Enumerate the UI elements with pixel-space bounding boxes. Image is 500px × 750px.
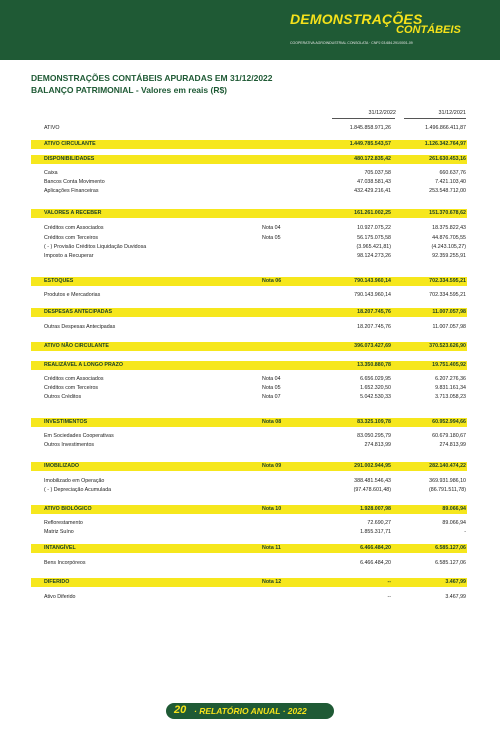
header-subtitle: COOPERATIVA AGROINDUSTRIAL CONSOLATA · CNPJ 03.684.291/0001-09: [290, 41, 413, 45]
row-label: DIFERIDO: [44, 579, 70, 585]
row-value-2022: 72.690,27: [367, 520, 391, 526]
document-title: DEMONSTRAÇÕES CONTÁBEIS APURADAS EM 31/12/2022: [31, 73, 273, 83]
row-label: Outras Despesas Antecipadas: [44, 324, 116, 330]
table-row: [31, 486, 467, 494]
row-note: Nota 08: [262, 419, 282, 425]
row-value-2022: 1.449.785.543,57: [349, 141, 391, 147]
section-row: [31, 277, 467, 286]
row-value-2022: (3.965.421,81): [356, 244, 391, 250]
row-label: Outros Investimentos: [44, 442, 95, 448]
row-note: Nota 11: [262, 545, 281, 551]
row-value-2022: 480.172.835,42: [354, 156, 391, 162]
table-row: [31, 393, 467, 401]
row-value-2022: 396.073.427,69: [354, 343, 391, 349]
row-label: Imobilizado em Operação: [44, 478, 105, 484]
page-footer-badge: [166, 703, 334, 719]
row-value-2021: 44.876.705,55: [432, 235, 466, 241]
row-label: REALIZÁVEL A LONGO PRAZO: [44, 362, 123, 368]
section-row: [31, 209, 467, 218]
row-value-2022: 6.656.029,95: [360, 376, 391, 382]
row-value-2021: 60.679.180,67: [432, 433, 466, 439]
table-row: [31, 477, 467, 485]
row-value-2021: 261.630.453,16: [429, 156, 466, 162]
row-value-2022: 18.207.745,76: [357, 324, 391, 330]
section-row: [31, 155, 467, 164]
table-row: [31, 593, 467, 601]
row-label: ATIVO BIOLÓGICO: [44, 506, 92, 512]
row-value-2021: 92.359.255,91: [432, 253, 466, 259]
row-value-2022: 1.855.317,71: [360, 529, 391, 535]
year-2022-rule: [332, 118, 395, 119]
row-value-2021: 6.585.127,06: [435, 545, 466, 551]
row-label: ( - ) Provisão Créditos Liquidação Duvidosa: [44, 244, 147, 250]
section-row: [31, 140, 467, 149]
year-2022-header: 31/12/2022: [368, 110, 396, 116]
section-row: [31, 462, 467, 471]
table-row: [31, 224, 467, 232]
row-value-2022: (97.478.601,48): [353, 487, 391, 493]
row-value-2022: 291.002.944,95: [354, 463, 391, 469]
year-2021-rule: [404, 118, 466, 119]
row-value-2021: 151.370.678,62: [429, 210, 466, 216]
row-label: DISPONIBILIDADES: [44, 156, 95, 162]
table-row: [31, 169, 467, 177]
row-value-2022: 47.038.581,43: [357, 179, 391, 185]
row-value-2021: 3.713.058,23: [435, 394, 466, 400]
table-row: [31, 384, 467, 392]
section-row: [31, 505, 467, 514]
row-value-2022: 1.928.007,98: [360, 506, 391, 512]
row-value-2022: 18.207.745,76: [357, 309, 391, 315]
row-value-2021: 6.585.127,06: [435, 560, 466, 566]
row-label: Créditos com Terceiros: [44, 235, 99, 241]
section-row: [31, 578, 467, 587]
section-row: [31, 361, 467, 370]
row-label: Ativo Diferido: [44, 594, 76, 600]
row-label: Outros Créditos: [44, 394, 82, 400]
row-note: Nota 09: [262, 463, 282, 469]
row-value-2022: 13.350.880,78: [357, 362, 391, 368]
table-row: [31, 187, 467, 195]
row-value-2022: 83.050.295,79: [357, 433, 391, 439]
row-value-2021: (86.791.511,78): [428, 487, 466, 493]
row-label: DESPESAS ANTECIPADAS: [44, 309, 112, 315]
row-value-2021: 19.751.405,92: [432, 362, 466, 368]
row-value-2021: 89.066,94: [442, 506, 466, 512]
row-label: Créditos com Associados: [44, 376, 104, 382]
row-value-2021: 18.375.822,43: [432, 225, 466, 231]
row-label: Aplicações Financeiras: [44, 188, 99, 194]
year-2021-header: 31/12/2021: [438, 110, 466, 116]
table-row: [31, 178, 467, 186]
row-value-2022: 1.845.858.971,26: [349, 125, 391, 131]
row-value-2022: 98.124.273,26: [357, 253, 391, 259]
row-value-2021: 282.140.474,22: [429, 463, 466, 469]
row-note: Nota 06: [262, 278, 282, 284]
row-value-2022: 274.813,99: [364, 442, 391, 448]
table-row: [31, 124, 467, 132]
row-label: INVESTIMENTOS: [44, 419, 88, 425]
row-value-2022: 705.037,58: [364, 170, 391, 176]
table-row: [31, 432, 467, 440]
row-label: Créditos com Associados: [44, 225, 104, 231]
table-row: [31, 252, 467, 260]
row-value-2022: 56.175.075,58: [357, 235, 391, 241]
row-value-2022: 1.652.320,50: [360, 385, 391, 391]
header-title: DEMONSTRAÇÕES: [290, 11, 423, 27]
row-label: Matriz Suíno: [44, 529, 74, 535]
section-row: [31, 418, 467, 427]
row-value-2021: 660.637,76: [439, 170, 466, 176]
row-value-2021: 253.548.712,00: [429, 188, 466, 194]
row-value-2022: 790.143.960,14: [354, 278, 391, 284]
section-row: [31, 544, 467, 553]
row-value-2022: 5.042.530,33: [360, 394, 391, 400]
row-label: ATIVO NÃO CIRCULANTE: [44, 343, 109, 349]
row-value-2021: 6.207.276,36: [435, 376, 466, 382]
row-value-2021: (4.243.105,27): [431, 244, 466, 250]
row-value-2021: 1.126.342.764,97: [424, 141, 466, 147]
row-label: Créditos com Terceiros: [44, 385, 99, 391]
row-value-2021: 702.334.595,21: [429, 292, 466, 298]
row-note: Nota 04: [262, 225, 281, 231]
row-value-2021: 89.066,94: [442, 520, 466, 526]
page-header: [0, 0, 500, 60]
row-note: Nota 04: [262, 376, 281, 382]
table-row: [31, 243, 467, 251]
row-note: Nota 07: [262, 394, 281, 400]
table-row: [31, 234, 467, 242]
row-value-2021: 7.421.103,40: [435, 179, 466, 185]
row-label: IMOBILIZADO: [44, 463, 80, 469]
row-value-2021: 11.007.057,98: [432, 324, 466, 330]
row-value-2022: 432.429.216,41: [354, 188, 391, 194]
section-row: [31, 308, 467, 317]
row-label: INTANGÍVEL: [44, 545, 76, 551]
row-value-2021: 370.523.626,90: [429, 343, 466, 349]
table-row: [31, 559, 467, 567]
row-label: Reflorestamento: [44, 520, 83, 526]
table-row: [31, 323, 467, 331]
row-value-2022: 388.481.546,43: [354, 478, 391, 484]
header-title-secondary: CONTÁBEIS: [396, 24, 461, 36]
row-label: VALORES A RECEBER: [44, 210, 102, 216]
row-label: ATIVO: [44, 125, 60, 131]
row-value-2021: -: [464, 529, 466, 535]
row-note: Nota 05: [262, 385, 281, 391]
row-note: Nota 05: [262, 235, 281, 241]
row-value-2022: --: [387, 594, 391, 600]
table-row: [31, 528, 467, 536]
row-label: ATIVO CIRCULANTE: [44, 141, 96, 147]
row-value-2022: 6.466.484,20: [360, 545, 391, 551]
section-row: [31, 342, 467, 351]
row-value-2021: 369.931.986,10: [429, 478, 466, 484]
row-label: ( - ) Depreciação Acumulada: [44, 487, 112, 493]
table-row: [31, 519, 467, 527]
row-label: Bens Incorpóreos: [44, 560, 86, 566]
document-subtitle: BALANÇO PATRIMONIAL - Valores em reais (R$): [31, 85, 228, 95]
row-value-2021: 3.467,99: [445, 594, 466, 600]
row-note: Nota 10: [262, 506, 282, 512]
row-label: Em Sociedades Cooperativas: [44, 433, 114, 439]
row-value-2021: 60.952.994,66: [432, 419, 466, 425]
row-label: Produtos e Mercadorias: [44, 292, 101, 298]
row-value-2021: 3.467,99: [445, 579, 466, 585]
row-label: Bancos Conta Movimento: [44, 179, 105, 185]
row-value-2021: 9.831.161,34: [435, 385, 466, 391]
table-row: [31, 291, 467, 299]
row-note: Nota 12: [262, 579, 282, 585]
row-label: Imposto a Recuperar: [44, 253, 94, 259]
footer-text: · RELATÓRIO ANUAL · 2022: [194, 706, 307, 716]
row-value-2022: 83.325.109,78: [357, 419, 391, 425]
row-value-2021: 11.007.057,98: [432, 309, 466, 315]
table-row: [31, 441, 467, 449]
row-value-2021: 1.496.866.411,87: [425, 125, 466, 131]
row-label: ESTOQUES: [44, 278, 74, 284]
row-value-2022: 10.927.075,22: [357, 225, 391, 231]
row-value-2022: 161.261.002,25: [354, 210, 391, 216]
row-value-2022: 790.143.960,14: [354, 292, 391, 298]
row-value-2022: --: [387, 579, 391, 585]
table-row: [31, 375, 467, 383]
page-number: 20: [174, 704, 187, 716]
row-label: Caixa: [44, 170, 58, 176]
row-value-2021: 274.813,99: [439, 442, 466, 448]
row-value-2021: 702.334.595,21: [429, 278, 466, 284]
row-value-2022: 6.466.484,20: [360, 560, 391, 566]
